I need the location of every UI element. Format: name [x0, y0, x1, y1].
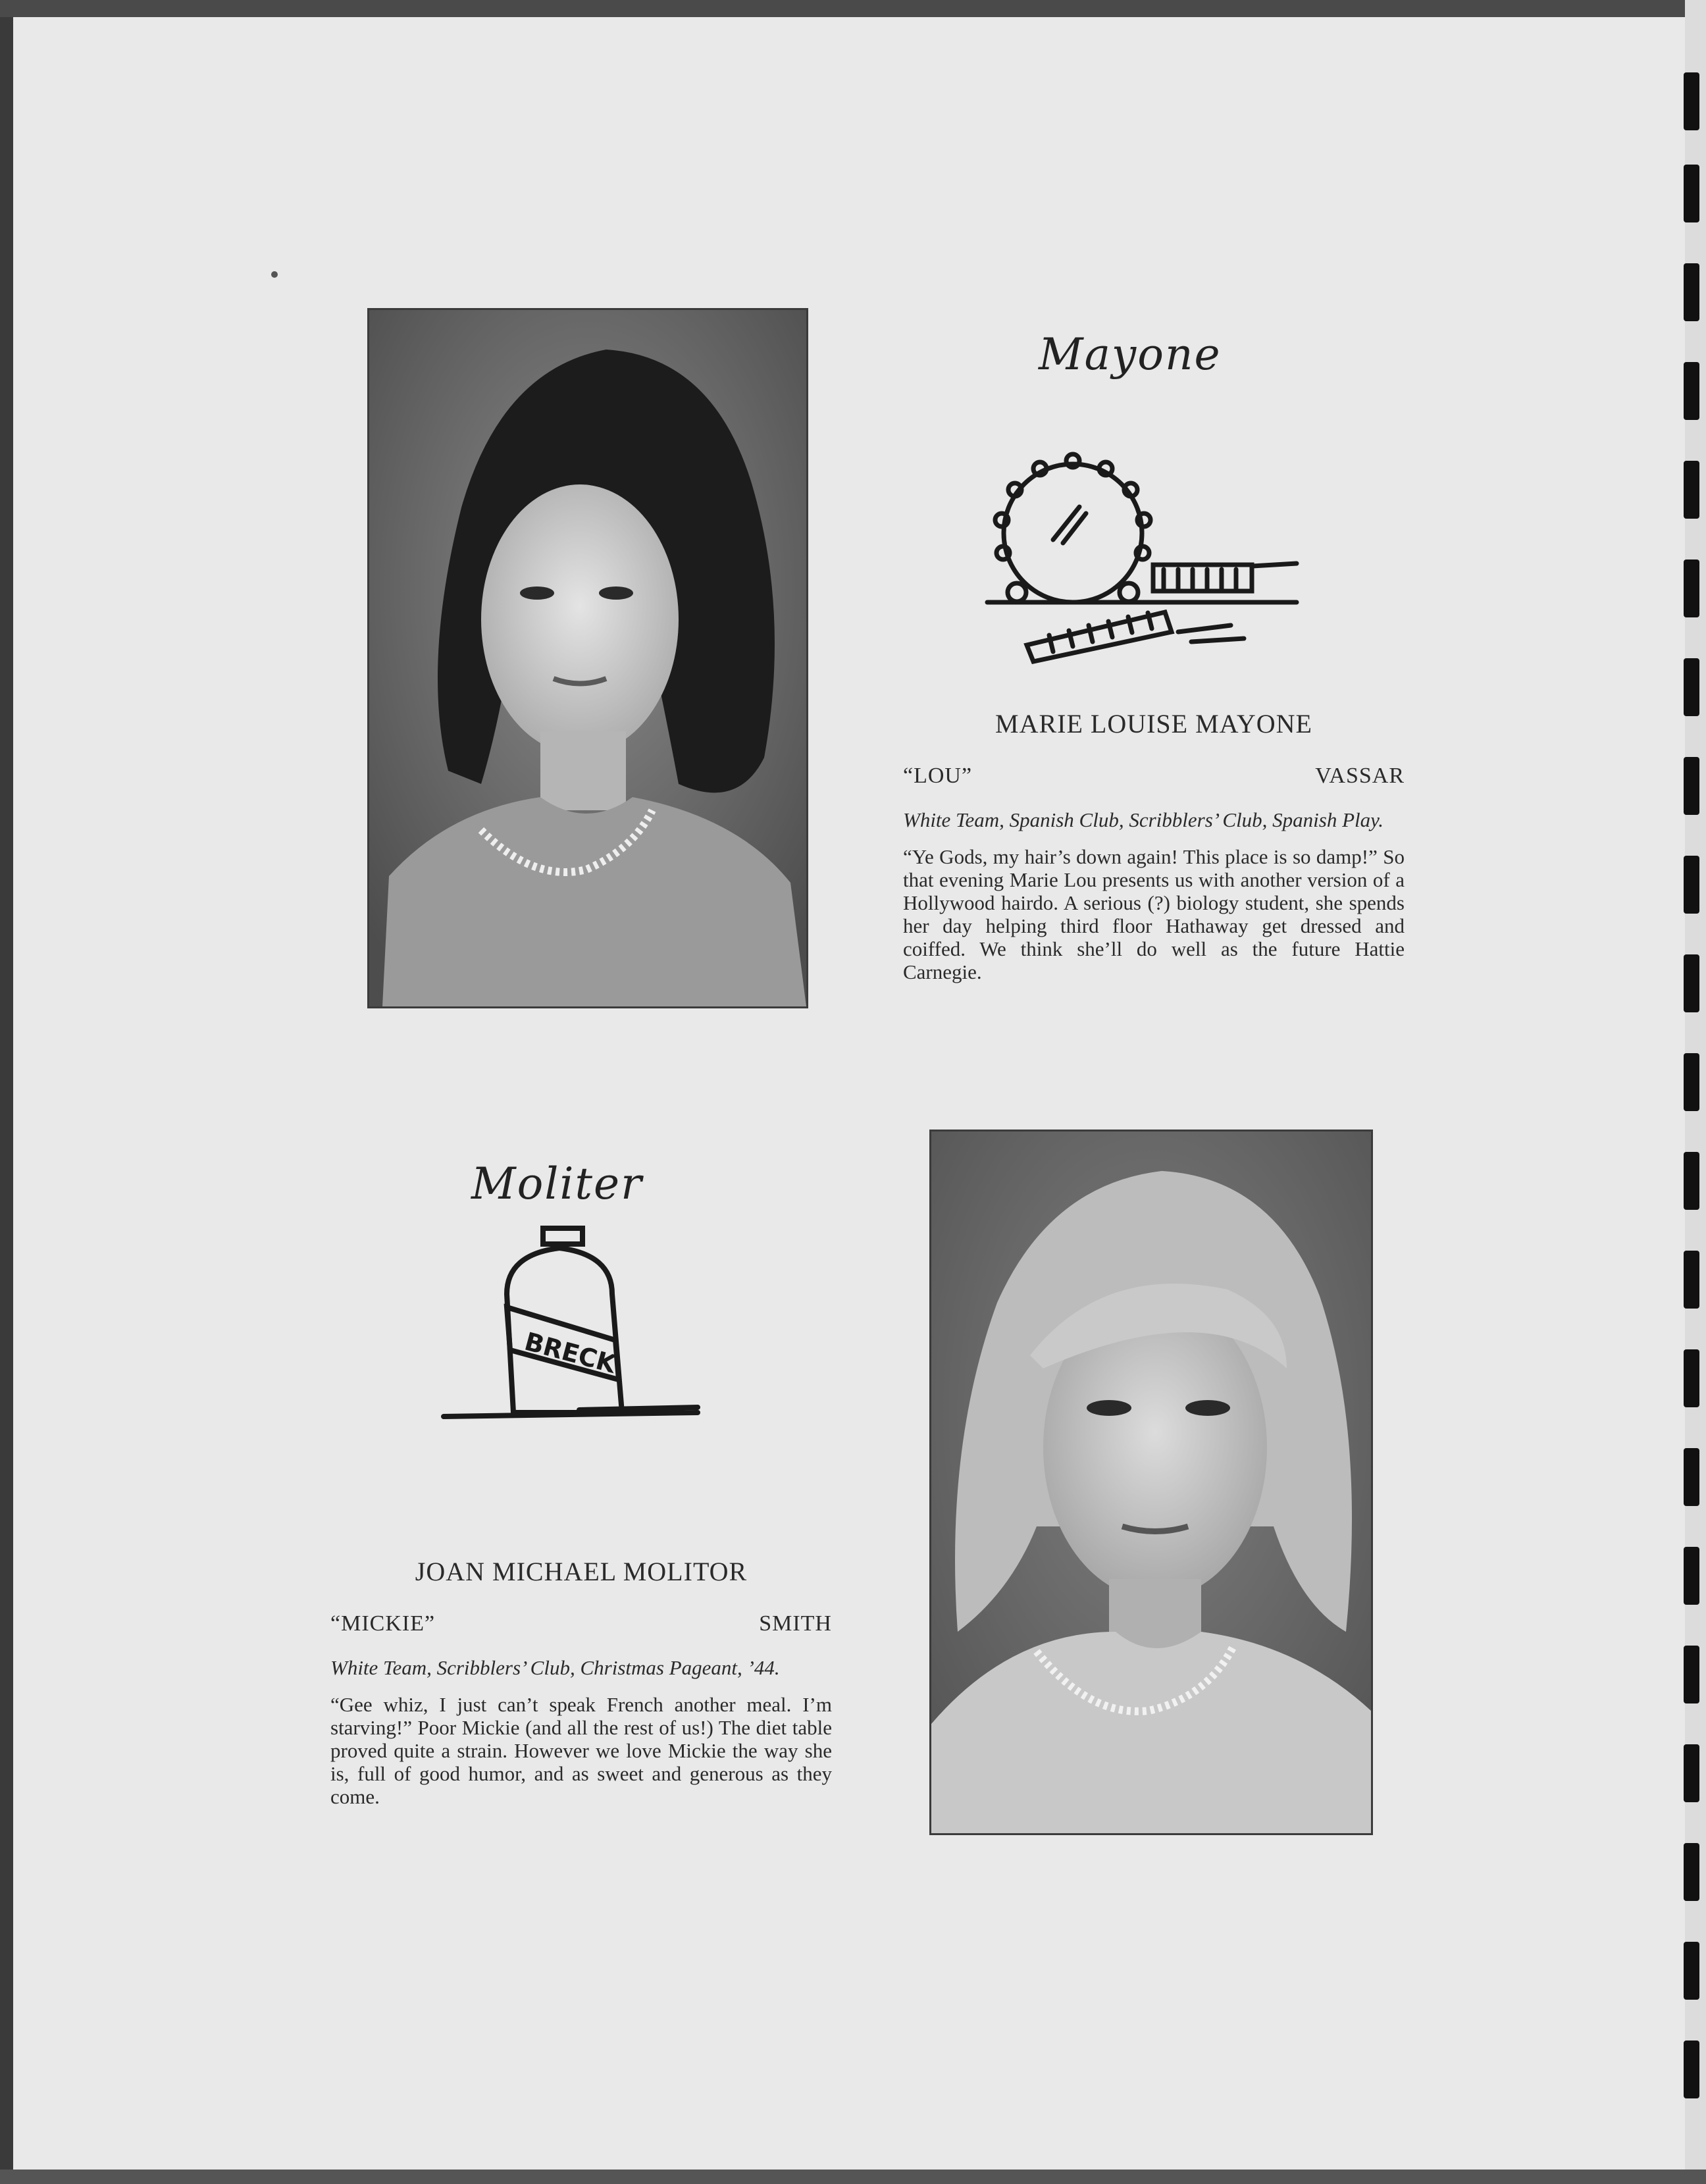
nickname: “LOU” [903, 764, 973, 788]
nickname: “MICKIE” [330, 1611, 436, 1636]
binding-hole [1684, 1448, 1699, 1506]
binding-hole [1684, 72, 1699, 130]
binding-hole [1684, 954, 1699, 1012]
binding-hole [1684, 1646, 1699, 1703]
binding-hole [1684, 1152, 1699, 1210]
binding-hole [1684, 2041, 1699, 2098]
mirror-brush-comb-sketch [981, 434, 1310, 671]
portrait-photo-mayone [367, 308, 808, 1008]
binding-hole [1684, 1251, 1699, 1309]
activities: White Team, Scribblers’ Club, Christmas Pageant, ’44. [330, 1656, 780, 1679]
page-top-edge [0, 0, 1706, 17]
binding-hole [1684, 1547, 1699, 1605]
binding-hole [1684, 263, 1699, 321]
binding-hole [1684, 362, 1699, 420]
binding-hole [1684, 1349, 1699, 1407]
activities: White Team, Spanish Club, Scribblers’ Club, Spanish Play. [903, 808, 1383, 831]
binding-hole [1684, 658, 1699, 716]
binding-hole [1684, 1843, 1699, 1901]
signature-mayone: Mayone [1039, 329, 1222, 380]
college: SMITH [759, 1611, 832, 1636]
binding-hole [1684, 559, 1699, 617]
blurb: “Ye Gods, my hair’s down again! This place is so damp!” So that evening Marie Lou presents us with another version of a Hollywood hairdo. A serious (?) biology student, she spends her day helping third floor Hathaway get dressed and coiffed. We think she’ll do well as the future Hattie Carnegie. [903, 845, 1405, 983]
binding-hole [1684, 856, 1699, 914]
binding-hole [1684, 165, 1699, 222]
nickname-college-row [330, 1609, 832, 1639]
entry-molitor [330, 1552, 832, 1808]
binding-hole [1684, 1942, 1699, 2000]
binding-hole [1684, 1053, 1699, 1111]
student-name: MARIE LOUISE MAYONE [995, 709, 1312, 739]
blurb: “Gee whiz, I just can’t speak French another meal. I’m starving!” Poor Mickie (and all the rest of us!) The diet table proved quite a strain. However we love Mickie the way she is, full of good humor, and as sweet and generous as they come. [330, 1693, 832, 1808]
binding-hole [1684, 461, 1699, 519]
breck-bottle-sketch [434, 1215, 724, 1432]
page-bottom-edge [0, 2170, 1706, 2184]
college: VASSAR [1315, 764, 1405, 788]
entry-mayone [903, 704, 1405, 983]
portrait-photo-molitor [929, 1130, 1373, 1835]
student-name: JOAN MICHAEL MOLITOR [415, 1557, 748, 1586]
yearbook-page [13, 17, 1685, 2170]
breck-label: BRECK [521, 1326, 619, 1379]
ink-speck [271, 271, 278, 278]
nickname-college-row [903, 761, 1405, 791]
binding-hole [1684, 1744, 1699, 1802]
signature-molitor: Moliter [471, 1158, 643, 1209]
binding-hole [1684, 757, 1699, 815]
